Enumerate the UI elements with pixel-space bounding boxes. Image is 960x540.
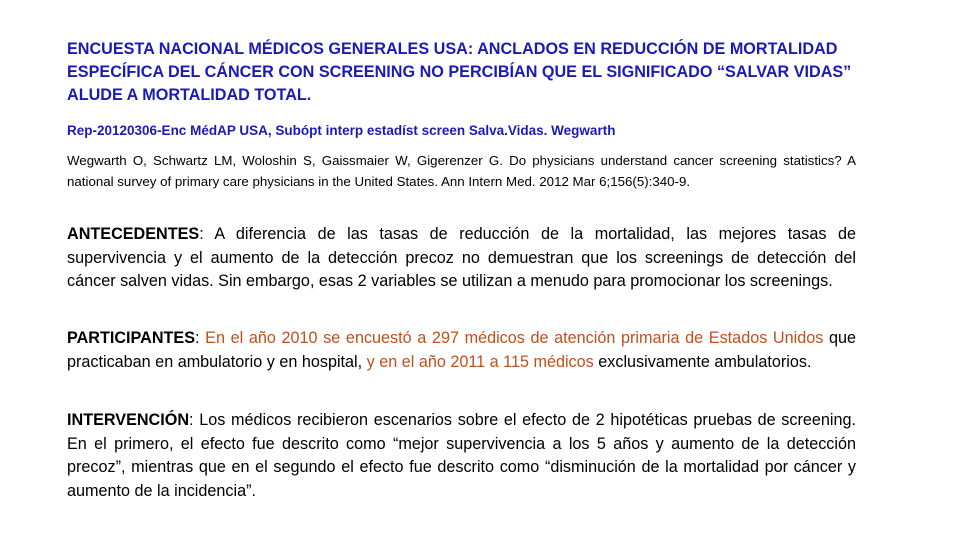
slide-title: ENCUESTA NACIONAL MÉDICOS GENERALES USA: ANCLADOS EN REDUCCIÓN DE MORTALIDAD ESPECÍFICA DEL CÁNCER CON SCREENING NO PERCIBÍAN QUE EL SIGNIFICADO “SALVAR VIDAS” ALUDE A MORTALIDAD TOTAL. [67,40,852,104]
reference-id: Rep-20120306-Enc MédAP USA, Subópt interp estadíst screen Salva.Vidas. Wegwarth [67,123,616,138]
citation: Wegwarth O, Schwartz LM, Woloshin S, Gaissmaier W, Gigerenzer G. Do physicians understand cancer screening statistics? A national survey of primary care physicians in the United States. Ann Intern Med. 2012 Mar 6;156(5):340-9. [67,153,856,189]
antecedentes-label: ANTECEDENTES [67,225,200,243]
participantes-text-3: y en el año 2011 a 115 médicos [366,352,594,371]
participantes-text-2: que practicaban en ambulatorio y en hospital, [67,329,856,371]
participantes-text-4: exclusivamente ambulatorios. [598,352,812,371]
intervencion-paragraph: INTERVENCIÓN: Los médicos recibieron escenarios sobre el efecto de 2 hipotéticas pruebas de screening. En el primero, el efecto fue descrito como “mejor supervivencia a los 5 años y aumento de la detección precoz”, mientras que en el segundo el efecto fue descrito como “disminución de la mortalidad por cáncer y aumento de la incidencia”. [67,411,856,501]
antecedentes-paragraph: ANTECEDENTES: A diferencia de las tasas de reducción de la mortalidad, las mejores tasas de supervivencia y el aumento de la detección precoz no demuestran que los screenings de detección del cáncer salven vidas. Sin embargo, esas 2 variables se utilizan a menudo para promocionar los screenings. [67,225,856,291]
intervencion-text: Los médicos recibieron escenarios sobre el efecto de 2 hipotéticas pruebas de screening. En el primero, el efecto fue descrito como “mejor supervivencia a los 5 años y aumento de la detección precoz”, mientras que en el segundo el efecto fue descrito como “disminución de la mortalidad por cáncer y aumento de la incidencia”. [67,411,856,501]
antecedentes-text: A diferencia de las tasas de reducción de la mortalidad, las mejores tasas de supervivencia y el aumento de la detección precoz no demuestran que los screenings de detección del cáncer salven vidas. Sin embargo, esas 2 variables se utilizan a menudo para promocionar los screenings. [67,225,856,291]
intervencion-label: INTERVENCIÓN [67,411,190,429]
participantes-text-1: En el año 2010 se encuestó a 297 médicos de atención primaria de Estados Unidos [205,329,824,347]
participantes-label: PARTICIPANTES [67,329,196,347]
participantes-paragraph: PARTICIPANTES: En el año 2010 se encuestó a 297 médicos de atención primaria de Estados Unidos que practicaban en ambulatorio y en hospital, y en el año 2011 a 115 médicos exclusivamente ambulatorios. [67,329,856,371]
